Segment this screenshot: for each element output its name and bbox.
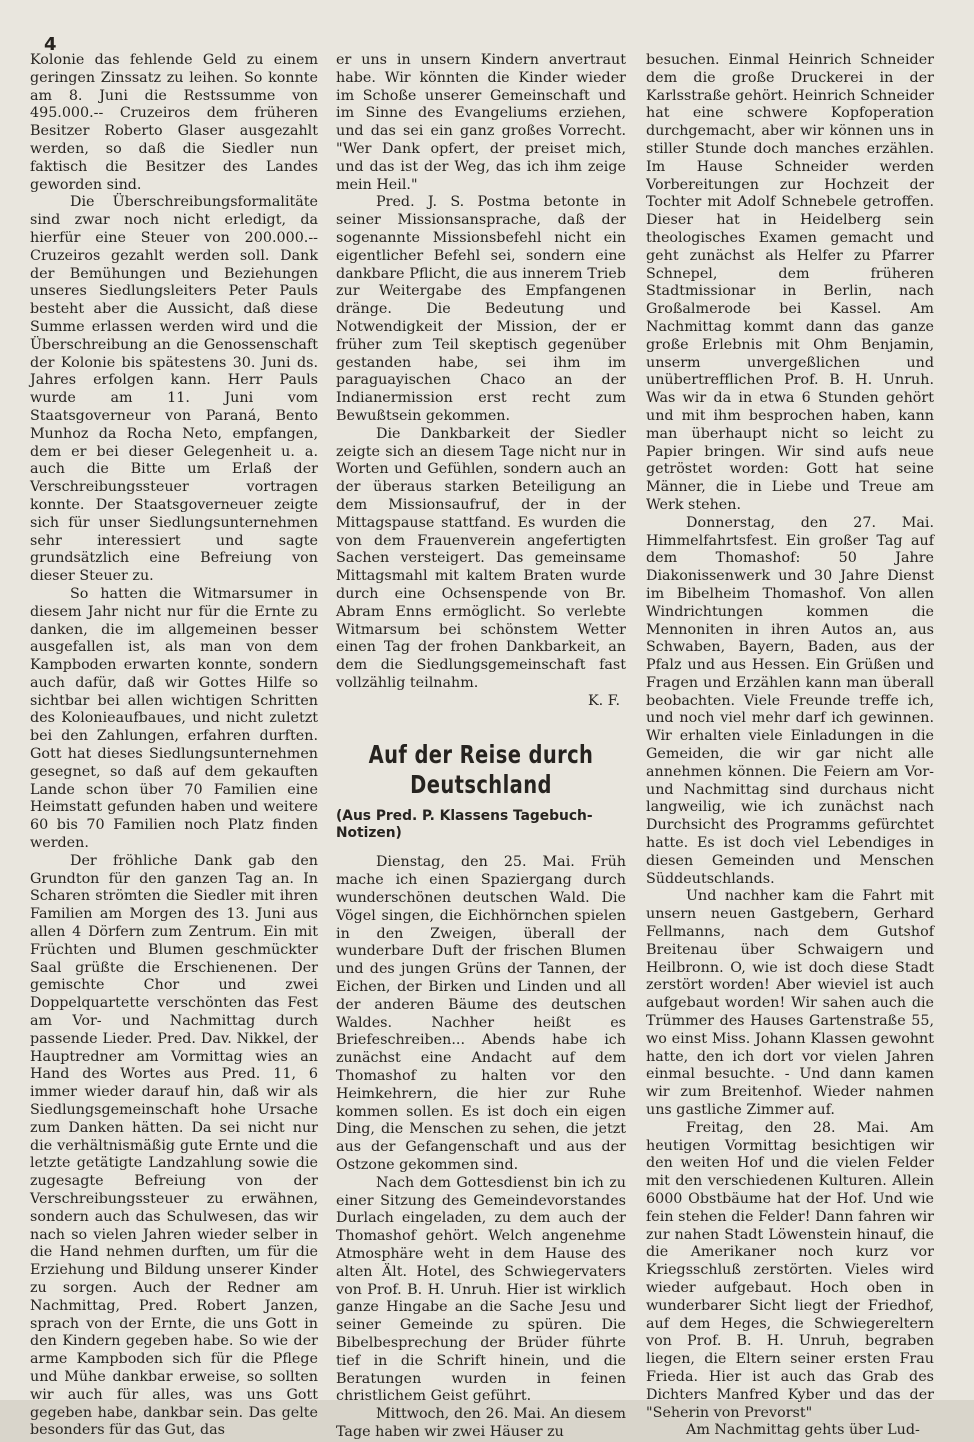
paragraph: Die Dankbarkeit der Siedler zeigte sich an diesem Tage nicht nur in Worten und Gefühlen, sondern auch an der überaus starken Beteiligung an dem Missionsaufruf, der in der Mittagspause stattfand. Es wurden die von dem Frauenverein angefertigten Sachen versteigert. Das gemeinsame Mittagsmahl mit kaltem Braten wurde durch eine Ochsenspende von Br. Abram Enns ermöglicht. So verlebte Witmarsum bei schönstem Wetter einen Tag der frohen Dankbarkeit, an dem die Siedlungsgemeinschaft fast vollzählig teilnahm. xyxy=(336,425,626,691)
paragraph: Dienstag, den 25. Mai. Früh mache ich einen Spaziergang durch wunderschönen deutschen Wald. Die Vögel singen, die Eichhörnchen spielen in den Zweigen, überall der wunderbare Duft der frischen Blumen und des jungen Grüns der Tannen, der Eichen, der Birken und Linden und all der anderen Bäume des deutschen Waldes. Nachher heißt es Briefeschreiben... Abends habe ich zunächst eine Andacht auf dem Thomashof zu halten vor den Heimkehrern, die hier zur Ruhe kommen sollen. Es ist doch ein eigen Ding, die Menschen zu sehen, die jetzt aus der Gefangenschaft und aus der Ostzone gekommen sind. xyxy=(336,854,626,1174)
paragraph: Und nachher kam die Fahrt mit unsern neuen Gastgebern, Gerhard Fellmanns, nach dem Gutshof Breitenau über Schwaigern und Heilbronn. O, wie ist doch diese Stadt zerstört worden! Aber wieviel ist auch aufgebaut worden! Wir sahen auch die Trümmer des Hauses Gartenstraße 55, wo einst Miss. Johann Klassen gewohnt hatte, den ich dort vor vielen Jahren einmal besuchte. - Und dann kamen wir zum Breitenhof. Wieder nahmen uns gastliche Zimmer auf. xyxy=(646,888,934,1119)
column-1 xyxy=(30,52,318,1440)
article-subheadline: (Aus Pred. P. Klassens Tagebuch-Notizen) xyxy=(336,808,593,842)
paragraph: Nach dem Gottesdienst bin ich zu einer Sitzung des Gemeindevorstandes Durlach eingeladen, zu dem auch der Thomashof gehört. Welch angenehme Atmosphäre weht in dem Hause des alten Ält. Hotel, des Schwiegervaters von Prof. B. H. Unruh. Hier ist wirklich ganze Hingabe an die Sache Jesu und seiner Gemeinde zu spüren. Die Bibelbesprechung der Brüder führte tief in die Schrift hinein, und die Beratungen wurden in feinen christlichem Geist geführt. xyxy=(336,1174,626,1405)
paragraph: Am Nachmittag gehts über Lud- xyxy=(686,1422,920,1439)
page-number: 4 xyxy=(44,34,57,55)
paragraph: Der fröhliche Dank gab den Grundton für den ganzen Tag an. In Scharen strömten die Siedler mit ihren Familien am Morgen des 13. Juni aus allen 4 Dörfern zum Zentrum. Ein mit Früchten und Blumen geschmückter Saal grüßte die Erschienenen. Der gemischte Chor und zwei Doppelquartette verschönten das Fest am Vor- und Nachmittag durch passende Lieder. Pred. Dav. Nikkel, der Hauptredner am Vormittag wies an Hand des Wortes aus Pred. 11, 6 immer wieder darauf hin, daß wir als Siedlungsgemeinschaft hohe Ursache zum Danken hätten. Da sei nicht nur die verhältnismäßig gute Ernte und die letzte getätigte Landzahlung sowie die zugesagte Befreiung von der Verschreibungssteuer zu erwähnen, sondern auch das Schulwesen, das wir nach so vielen Jahren wieder selber in die Hand nehmen durften, um für die Erziehung und Bildung unserer Kinder zu sorgen. Auch der Redner am Nachmittag, Pred. Robert Janzen, sprach von der Ernte, die uns Gott in den Kindern gegeben habe. So wie der arme Kampboden sich für die Pflege und Mühe dankbar erweise, so sollten wir auch für alles, was uns Gott gegeben habe, dankbar sein. Das gelte besonders für das Gut, das xyxy=(30,852,318,1439)
author-signature: K. F. xyxy=(587,692,620,709)
paragraph: besuchen. Einmal Heinrich Schneider dem die große Druckerei in der Karlsstraße gehört. Heinrich Schneider hat eine schwere Kopfoperation durchgemacht, aber wir können uns in stiller Stunde doch manches erzählen. Im Hause Schneider werden Vorbereitungen zur Hochzeit der Tochter mit Adolf Schnebele getroffen. Dieser hat in Heidelberg sein theologisches Examen gemacht und geht zunächst als Helfer zu Pfarrer Schnepel, dem früheren Stadtmissionar in Berlin, nach Großalmerode bei Kassel. Am Nachmittag kommt dann das ganze große Erlebnis mit Ohm Benjamin, unserm unvergeßlichen und unübertrefflichen Prof. B. H. Unruh. Was wir da in etwa 6 Stunden gehört und mit ihm besprochen haben, kann man überhaupt nicht so leicht zu Papier bringen. Wir sind aufs neue getröstet worden: Gott hat seine Männer, die in Liebe und Treue am Werk stehen. xyxy=(646,52,934,513)
paragraph: Donnerstag, den 27. Mai. Himmelfahrtsfest. Ein großer Tag auf dem Thomashof: 50 Jahre Diakonissenwerk und 30 Jahre Dienst im Bibelheim Thomashof. Von allen Windrichtungen kommen die Mennoniten in ihren Autos an, aus Schwaben, Bayern, Baden, aus der Pfalz und aus Hessen. Ein Grüßen und Fragen und Erzählen kann man überall beobachten. Viele Freunde treffe ich, und noch viel mehr darf ich gewinnen. Wir erhalten viele Einladungen in die Gemeiden, die wir gar nicht alle annehmen können. Die Feiern am Vor- und Nachmittag sind durchaus nicht langweilig, wie ich zunächst nach Durchsicht des Programms gefürchtet hatte. Es ist doch viel Lebendiges in diesen Gemeinden und Menschen Süddeutschlands. xyxy=(646,514,934,887)
article-headline: Auf der Reise durch Deutschland xyxy=(368,740,594,800)
paragraph: Pred. J. S. Postma betonte in seiner Missionsansprache, daß der sogenannte Missionsbefehl nicht ein eigentlicher Befehl sei, sondern eine dankbare Pflicht, die aus innerem Trieb zur Weitergabe des Empfangenen dränge. Die Bedeutung und Notwendigkeit der Mission, der er früher zum Teil skeptisch gegenüber gestanden habe, sei ihm im paraguayischen Chaco an der Indianermission erst recht zum Bewußtsein gekommen. xyxy=(336,194,626,424)
column-2 xyxy=(336,52,626,1442)
paragraph: er uns in unsern Kindern anvertraut habe. Wir könnten die Kinder wieder im Schoße unserer Gemeinschaft und im Sinne des Evangeliums erziehen, und das sei ein ganz großes Vorrecht. "Wer Dank opfert, der preiset mich, und das ist der Weg, das ich ihm zeige mein Heil." xyxy=(336,52,626,193)
paragraph: Kolonie das fehlende Geld zu einem geringen Zinssatz zu leihen. So konnte am 8. Juni die Restssumme von 495.000.-- Cruzeiros dem früheren Besitzer Roberto Glaser ausgezahlt werden, so daß die Siedler nun faktisch die Besitzer des Landes geworden sind. xyxy=(30,52,318,193)
paragraph: Die Überschreibungsformalitäte sind zwar noch nicht erledigt, da hierfür eine Steuer von 200.000.-- Cruzeiros gezahlt werden soll. Dank der Bemühungen und Beziehungen unseres Siedlungsleiters Peter Pauls besteht aber die Aussicht, daß diese Summe erlassen werden wird und die Überschreibung an die Genossenschaft der Kolonie bis spätestens 30. Juni ds. Jahres erfolgen kann. Herr Pauls wurde am 11. Juni vom Staatsgoverneur von Paraná, Bento Munhoz da Rocha Neto, empfangen, dem er bei dieser Gelegenheit u. a. auch die Bitte um Erlaß der Verschreibungssteuer vortragen konnte. Der Staatsgoverneuer zeigte sich für unser Siedlungsunternehmen sehr interessiert und sagte grundsätzlich eine Befreiung von dieser Steuer zu. xyxy=(30,194,318,585)
paragraph: Freitag, den 28. Mai. Am heutigen Vormittag besichtigen wir den weiten Hof und die vielen Felder mit den verschiedenen Kulturen. Allein 6000 Obstbäume hat der Hof. Und wie fein stehen die Felder! Dann fahren wir zur nahen Stadt Löwenstein hinauf, die die Amerikaner noch kurz vor Kriegsschluß zerstörten. Vieles wird wieder aufgebaut. Hoch oben in wunderbarer Sicht liegt der Friedhof, auf dem Heges, die Schwiegereltern von Prof. B. H. Unruh, begraben liegen, die Eltern seiner ersten Frau Frieda. Hier ist auch das Grab des Dichters Manfred Kyber und das der "Seherin von Prevorst" xyxy=(646,1119,934,1421)
paragraph: So hatten die Witmarsumer in diesem Jahr nicht nur für die Ernte zu danken, die im allgemeinen besser ausgefallen ist, als man von dem Kampboden erwarten konnte, sondern auch dafür, daß wir Gottes Hilfe so sichtbar bei allen wichtigen Schritten des Kolonieaufbaues, und nicht zuletzt bei den Zahlungen, erfahren durften. Gott hat dieses Siedlungsunternehmen gesegnet, so daß auf dem gekauften Lande schon über 70 Familien eine Heimstatt gefunden haben und weitere 60 bis 70 Familien noch Platz finden werden. xyxy=(30,585,318,852)
paragraph: Mittwoch, den 26. Mai. An diesem Tage haben wir zwei Häuser zu xyxy=(336,1406,626,1440)
column-3 xyxy=(646,52,934,1440)
